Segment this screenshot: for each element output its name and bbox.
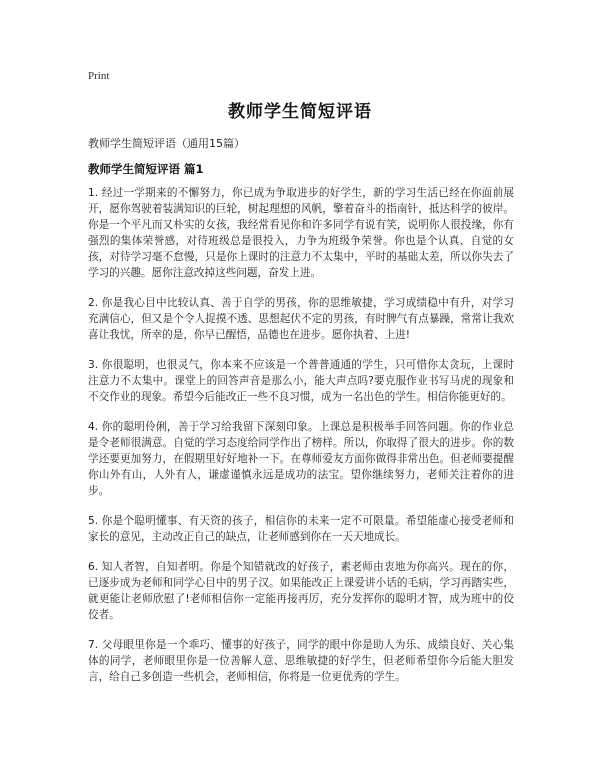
comment-paragraph-2: 2. 你是我心目中比较认真、善于自学的男孩，你的思维敏捷，学习成绩稳中有升，对学习充满信心，但又是个令人捉摸不透、思想起伏不定的男孩，有时脾气有点暴躁，常常让我欢喜让我忧，所幸的是，你早已醒悟，品德也在进步。愿你执着、上进!	[88, 297, 514, 341]
print-link[interactable]: Print	[88, 70, 110, 82]
comment-paragraph-7: 7. 父母眼里你是一个乖巧、懂事的好孩子，同学的眼中你是助人为乐、成绩良好、关心集体的同学，老师眼里你是一位善解人意、思维敏捷的好学生，但老师希望你今后能大胆发言，给自己多创造一些机会，老师相信，你将是一位更优秀的学生。	[88, 639, 514, 683]
document-subtitle: 教师学生简短评语（通用15篇）	[88, 137, 245, 150]
comment-paragraph-6: 6. 知人者智，自知者明。你是个知错就改的好孩子，素老师由衷地为你高兴。现在的你，已逐步成为老师和同学心目中的男子汉。如果能改正上课爱讲小话的毛病，学习再踏实些，就更能让老师欣慰了!老师相信你一定能再接再厉，充分发挥你的聪明才智，成为班中的佼佼者。	[88, 561, 514, 621]
comment-paragraph-4: 4. 你的聪明伶俐，善于学习给我留下深刻印象。上课总是积极举手回答问题。你的作业总是令老师很满意。自觉的学习态度给同学作出了榜样。所以，你取得了很大的进步。你的数学还要更加努力，在假期里好好地补一下。在尊师爱友方面你做得非常出色。但老师要提醒你山外有山，人外有人，谦虚谨慎永远是成功的法宝。望你继续努力，老师关注着你的进步。	[88, 421, 514, 497]
comment-list	[88, 185, 514, 699]
comment-paragraph-1: 1. 经过一学期来的不懈努力，你已成为争取进步的好学生，新的学习生活已经在你面前展开，愿你驾驶着装满知识的巨轮，树起理想的风帆，擎着奋斗的指南针，抵达科学的彼岸。你是一个平凡而又朴实的女孩，我经常看见你和许多同学有说有笑，说明你人很投缘，你有强烈的集体荣誉感，对待班级总是很投入，力争为班级争荣誉。你也是个认真、自觉的女孩，对待学习毫不怠慢，只是你上课时的注意力不太集中，平时的基础太差，所以你失去了学习的兴趣。愿你注意改掉这些问题，奋发上进。	[88, 187, 514, 279]
comment-paragraph-3: 3. 你很聪明，也很灵气，你本来不应该是一个普普通通的学生，只可惜你太贪玩，上课时注意力不太集中。课堂上的回答声音是那么小，能大声点吗?要克服作业书写马虎的现象和不交作业的现象。希望今后能改正一些不良习惯，成为一名出色的学生。相信你能更好的。	[88, 359, 514, 403]
comment-paragraph-5: 5. 你是个聪明懂事、有天资的孩子，相信你的未来一定不可限量。希望能虚心接受老师和家长的意见，主动改正自己的缺点，让老师感到你在一天天地成长。	[88, 515, 514, 543]
section-heading: 教师学生简短评语 篇1	[88, 162, 204, 176]
document-title: 教师学生简短评语	[228, 102, 372, 122]
